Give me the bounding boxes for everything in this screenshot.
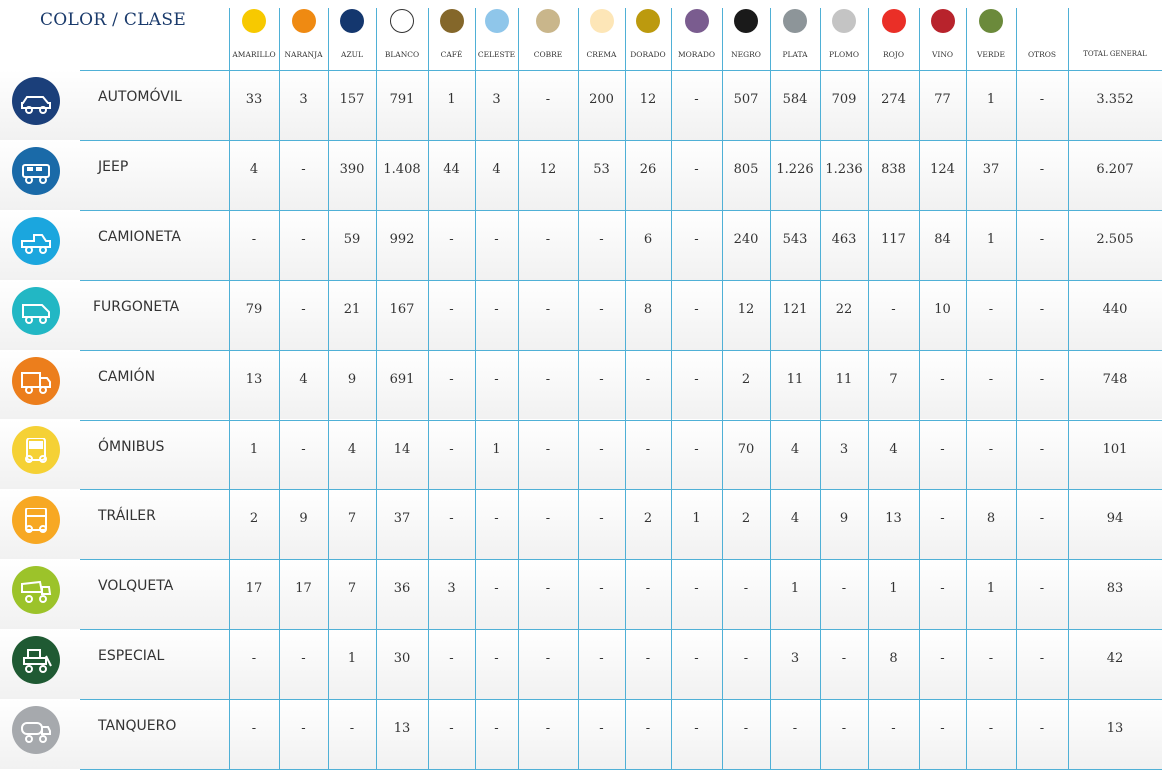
column-header [671, 0, 722, 70]
table-cell: 4 [790, 511, 800, 527]
row-divider [80, 70, 1162, 71]
table-cell: - [1039, 92, 1045, 107]
table-cell: - [545, 301, 551, 317]
table-cell: 10 [934, 301, 951, 317]
column-label: DORADO [630, 50, 666, 59]
color-swatch [590, 9, 614, 33]
table-cell: - [645, 721, 651, 737]
table-cell: 77 [934, 92, 951, 107]
table-cell: 791 [389, 92, 415, 107]
table-cell: - [1039, 371, 1045, 387]
table-cell: 1 [347, 651, 357, 667]
jeep-icon [12, 147, 60, 195]
table-cell: - [645, 371, 651, 387]
column-label: CREMA [586, 50, 617, 59]
table-cell: 6 [643, 231, 653, 247]
table-cell: - [251, 651, 257, 667]
table-cell: - [694, 581, 699, 597]
table-cell: - [940, 511, 945, 527]
color-swatch [636, 9, 660, 33]
row-label: TANQUERO [98, 718, 177, 735]
tanker-truck-icon [12, 706, 60, 754]
column-header [475, 0, 518, 70]
column-label: NARANJA [284, 50, 323, 59]
table-cell: - [349, 721, 355, 737]
table-cell: - [988, 301, 994, 317]
table-cell: 7 [889, 371, 898, 387]
table-cell: - [645, 651, 651, 667]
color-swatch [783, 9, 807, 33]
table-cell: - [940, 651, 945, 667]
column-header [625, 0, 671, 70]
table-cell: 1 [447, 92, 456, 107]
table-cell: 3 [447, 581, 456, 597]
table-cell: - [891, 721, 896, 737]
column-header [428, 0, 475, 70]
table-cell: 9 [347, 371, 357, 387]
column-label: MORADO [677, 50, 716, 59]
table-cell: - [1039, 581, 1045, 597]
table-cell: 440 [1102, 301, 1128, 317]
table-cell: - [694, 161, 699, 177]
row-label: AUTOMÓVIL [98, 89, 182, 105]
row-label: ESPECIAL [98, 648, 165, 665]
table-cell: 101 [1102, 441, 1128, 457]
table-cell: - [694, 721, 699, 737]
table-cell: - [545, 441, 551, 457]
table-cell: 8 [889, 651, 898, 667]
table-cell: 12 [539, 161, 557, 177]
table-cell: - [449, 231, 454, 247]
table-cell: 584 [782, 92, 808, 107]
table-cell: 30 [393, 651, 411, 667]
table-cell: 4 [889, 441, 898, 457]
table-cell: 84 [934, 231, 951, 247]
table-cell: - [494, 371, 499, 387]
table-cell: 117 [881, 231, 906, 247]
table-cell: 4 [249, 161, 259, 177]
column-label: CELESTE [477, 50, 516, 59]
column-label: PLATA [782, 50, 808, 59]
table-cell: - [841, 721, 847, 737]
table-cell: 1.236 [825, 161, 863, 177]
table-cell: 2 [741, 511, 751, 527]
table-cell: 37 [393, 511, 411, 527]
table-cell: - [449, 511, 454, 527]
table-cell: 7 [347, 581, 357, 597]
table-cell: - [891, 301, 896, 317]
table-cell: 21 [343, 301, 361, 317]
table-cell: 53 [593, 161, 610, 177]
table-cell: - [1039, 441, 1045, 457]
table-cell: - [1039, 301, 1045, 317]
table-cell: - [940, 581, 945, 597]
bulldozer-icon [12, 636, 60, 684]
column-header [229, 0, 279, 70]
row-divider [80, 559, 1162, 560]
table-cell: - [743, 721, 749, 737]
dump-truck-icon [12, 566, 60, 614]
table-cell: 2 [643, 511, 653, 527]
table-cell: - [545, 371, 551, 387]
table-cell: - [940, 721, 945, 737]
table-title: COLOR / CLASE [40, 10, 187, 30]
table-cell: - [301, 161, 306, 177]
table-cell: - [988, 651, 994, 667]
table-cell: 79 [245, 301, 263, 317]
table-cell: - [694, 371, 699, 387]
table-cell: - [1039, 161, 1045, 177]
table-cell: 8 [986, 511, 996, 527]
row-divider [80, 350, 1162, 351]
table-cell: 37 [982, 161, 1000, 177]
color-swatch [440, 9, 464, 33]
table-cell: 992 [389, 231, 415, 247]
table-cell: 13 [393, 721, 411, 737]
column-label: PLOMO [828, 50, 859, 59]
row-divider [80, 489, 1162, 490]
table-cell: 167 [389, 301, 415, 317]
table-cell: - [545, 581, 551, 597]
table-cell: 1 [986, 92, 996, 107]
color-swatch [390, 9, 414, 33]
table-cell: 94 [1106, 511, 1124, 527]
table-cell: 1.408 [383, 161, 421, 177]
table-cell: - [841, 581, 847, 597]
column-label: CAFÉ [440, 50, 463, 59]
table-cell: - [694, 651, 699, 667]
color-swatch [340, 9, 364, 33]
truck-icon [12, 357, 60, 405]
table-cell: 240 [733, 231, 759, 247]
table-cell: - [545, 511, 551, 527]
table-cell: 11 [786, 371, 804, 387]
table-cell: 390 [339, 161, 365, 177]
color-swatch [931, 9, 955, 33]
row-label: TRÁILER [98, 508, 156, 525]
column-header [328, 0, 376, 70]
table-cell: 2 [741, 371, 751, 387]
column-header [518, 0, 578, 70]
table-cell: - [694, 441, 699, 457]
color-swatch [536, 9, 560, 33]
table-cell: 13 [885, 511, 902, 527]
column-header [1016, 0, 1068, 70]
column-label: AZUL [341, 50, 363, 59]
table-cell: 4 [299, 371, 308, 387]
column-header [868, 0, 919, 70]
pickup-truck-icon [12, 217, 60, 265]
table-cell: - [449, 371, 454, 387]
table-cell: 200 [589, 92, 614, 107]
table-cell: 157 [339, 92, 365, 107]
table-cell: - [301, 301, 306, 317]
table-cell: 748 [1102, 371, 1128, 387]
table-cell: - [792, 721, 798, 737]
row-divider [80, 210, 1162, 211]
column-label: ROJO [883, 50, 904, 59]
color-swatch [292, 9, 316, 33]
color-swatch [685, 9, 709, 33]
table-cell: - [494, 231, 499, 247]
column-label: VERDE [976, 50, 1006, 59]
table-cell: 2 [249, 511, 259, 527]
table-cell: - [599, 301, 604, 317]
table-cell: - [988, 721, 994, 737]
row-divider [80, 140, 1162, 141]
table-cell: 3 [790, 651, 800, 667]
table-cell: 4 [790, 441, 800, 457]
table-cell: - [494, 301, 499, 317]
table-cell: - [494, 651, 499, 667]
table-cell: - [251, 721, 257, 737]
table-cell: - [645, 581, 651, 597]
table-cell: - [743, 651, 749, 667]
column-label: TOTAL GENERAL [1083, 50, 1147, 58]
trailer-truck-icon [12, 496, 60, 544]
table-cell: - [1039, 721, 1045, 737]
column-label: OTROS [1027, 50, 1057, 59]
table-cell: 3 [492, 92, 501, 107]
table-cell: 33 [245, 92, 263, 107]
table-cell: - [301, 441, 306, 457]
table-cell: - [449, 441, 454, 457]
table-cell: 7 [347, 511, 357, 527]
table-cell: - [1039, 511, 1045, 527]
table-cell: - [449, 651, 454, 667]
table-cell: 3 [839, 441, 849, 457]
table-cell: 1 [492, 441, 501, 457]
table-cell: 121 [782, 301, 808, 317]
table-cell: 805 [733, 161, 759, 177]
table-cell: - [251, 231, 257, 247]
color-swatch [734, 9, 758, 33]
table-cell: - [743, 581, 749, 597]
table-cell: - [545, 651, 551, 667]
table-cell: 507 [733, 92, 759, 107]
table-cell: 12 [737, 301, 755, 317]
table-cell: - [494, 721, 499, 737]
table-cell: - [1039, 231, 1045, 247]
row-label: JEEP [98, 158, 129, 175]
column-header [578, 0, 625, 70]
table-cell: - [301, 721, 306, 737]
row-divider [80, 629, 1162, 630]
table-cell: - [694, 231, 699, 247]
table-cell: 22 [835, 301, 853, 317]
table-cell: 2.505 [1096, 231, 1134, 247]
row-label: ÓMNIBUS [98, 438, 165, 455]
table-cell: 709 [831, 92, 857, 107]
table-cell: 9 [839, 511, 849, 527]
table-cell: 6.207 [1096, 161, 1134, 177]
table-cell: 26 [639, 161, 657, 177]
column-header [966, 0, 1016, 70]
table-cell: - [940, 371, 945, 387]
row-divider [80, 420, 1162, 421]
table-cell: - [940, 441, 945, 457]
column-header [376, 0, 428, 70]
table-cell: 12 [639, 92, 657, 107]
table-cell: - [545, 92, 551, 107]
table-cell: - [694, 92, 699, 107]
table-cell: 274 [881, 92, 906, 107]
table-cell: - [599, 721, 604, 737]
table-cell: 17 [245, 581, 263, 597]
table-cell: - [301, 651, 306, 667]
table-cell: 59 [343, 231, 361, 247]
table-cell: - [645, 441, 651, 457]
table-cell: 463 [831, 231, 857, 247]
table-cell: - [599, 441, 604, 457]
table-cell: 1 [692, 511, 701, 527]
table-cell: - [599, 651, 604, 667]
table-cell: - [841, 651, 847, 667]
row-divider [80, 280, 1162, 281]
column-label: VINO [931, 50, 954, 59]
column-label: NEGRO [731, 50, 761, 59]
table-cell: 14 [393, 441, 411, 457]
column-header [919, 0, 966, 70]
table-cell: - [988, 441, 994, 457]
table-cell: - [1039, 651, 1045, 667]
color-swatch [242, 9, 266, 33]
color-swatch [882, 9, 906, 33]
van-icon [12, 287, 60, 335]
table-cell: 1.226 [776, 161, 814, 177]
row-label: CAMIÓN [98, 368, 156, 385]
column-header [820, 0, 868, 70]
table-cell: 83 [1106, 581, 1124, 597]
car-icon [12, 77, 60, 125]
table-cell: - [494, 511, 499, 527]
row-divider [80, 699, 1162, 700]
table-cell: - [301, 231, 306, 247]
column-header [722, 0, 770, 70]
color-swatch [485, 9, 509, 33]
table-cell: 13 [245, 371, 263, 387]
table-cell: 11 [835, 371, 853, 387]
table-cell: 543 [782, 231, 808, 247]
table-cell: - [545, 231, 551, 247]
column-label: COBRE [533, 50, 563, 59]
table-cell: - [988, 371, 994, 387]
table-cell: - [449, 301, 454, 317]
table-cell: 17 [295, 581, 312, 597]
color-swatch [832, 9, 856, 33]
color-swatch [979, 9, 1003, 33]
table-cell: 13 [1106, 721, 1124, 737]
table-cell: 1 [249, 441, 259, 457]
column-header [770, 0, 820, 70]
table-cell: 3.352 [1096, 92, 1134, 107]
table-cell: 1 [986, 231, 996, 247]
table-cell: - [599, 371, 604, 387]
row-label: FURGONETA [93, 298, 180, 315]
table-cell: - [599, 581, 604, 597]
table-cell: 838 [881, 161, 906, 177]
column-label: BLANCO [384, 50, 420, 59]
table-cell: 1 [986, 581, 996, 597]
table-cell: 36 [393, 581, 411, 597]
table-cell: 44 [443, 161, 460, 177]
table-cell: 70 [737, 441, 755, 457]
table-cell: 9 [299, 511, 308, 527]
table-cell: 8 [643, 301, 653, 317]
table-cell: 4 [492, 161, 501, 177]
table-cell: - [449, 721, 454, 737]
table-cell: 42 [1106, 651, 1124, 667]
table-cell: - [599, 511, 604, 527]
row-label: CAMIONETA [98, 228, 181, 245]
table-cell: 1 [889, 581, 898, 597]
column-header [279, 0, 328, 70]
table-cell: 4 [347, 441, 357, 457]
table-cell: 3 [299, 92, 308, 107]
table-cell: 1 [790, 581, 800, 597]
table-cell: 124 [930, 161, 955, 177]
row-label: VOLQUETA [98, 578, 174, 595]
table-cell: - [694, 301, 699, 317]
table-cell: - [545, 721, 551, 737]
table-cell: 691 [389, 371, 415, 387]
table-cell: - [599, 231, 604, 247]
column-label: AMARILLO [232, 50, 276, 59]
table-cell: - [494, 581, 499, 597]
column-header [1068, 0, 1162, 70]
